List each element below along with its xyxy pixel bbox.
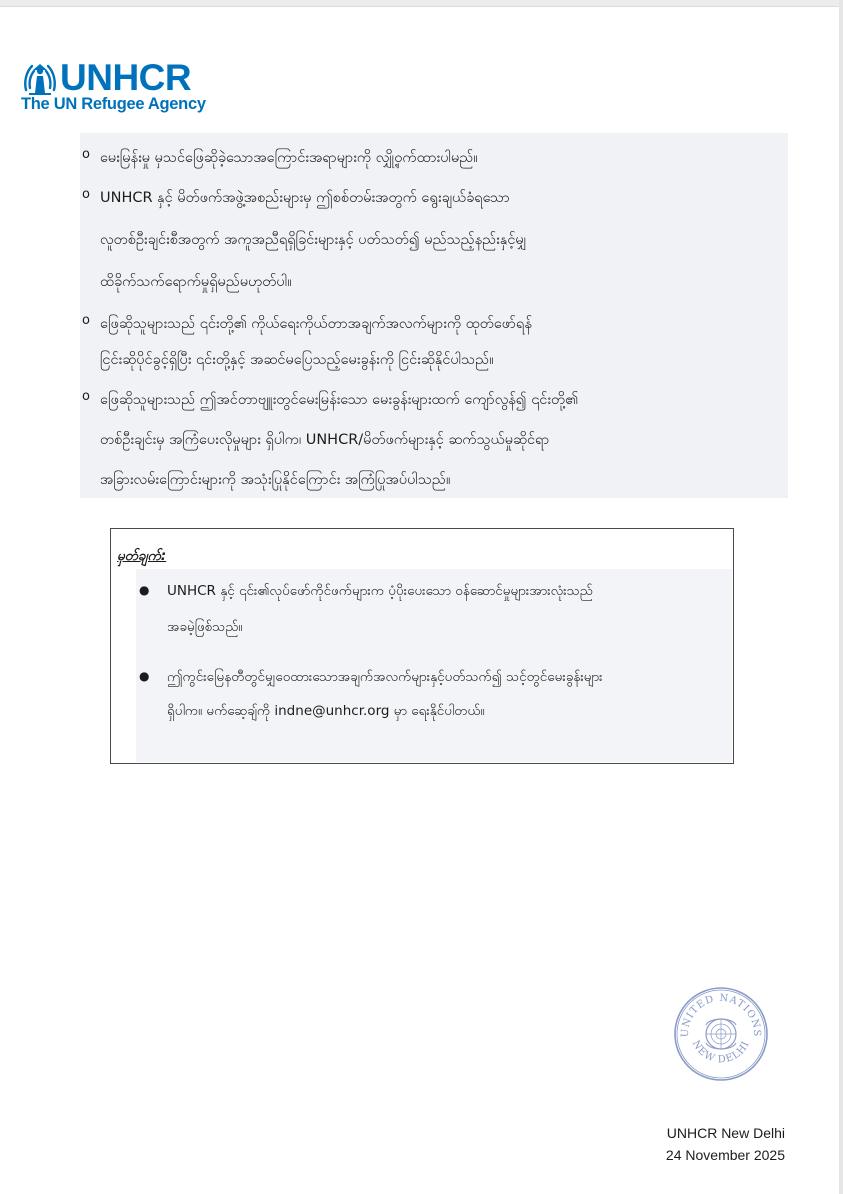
stamp-seal-icon <box>672 985 770 1083</box>
bullet-line: UNHCR နှင့် မိတ်ဖက်အဖွဲ့အစည်းများမှ ဤစစ်တမ်းအတွက် ရွေးချယ်ခံရသော <box>100 190 510 206</box>
bullet-dot-icon: ● <box>139 583 150 597</box>
bullet-line: လူတစ်ဦးချင်းစီအတွက် အကူအညီရရှိခြင်းများနှင့် ပတ်သတ်၍ မည်သည့်နည်းနှင့်မျှ <box>100 232 527 248</box>
note-line: ရှိပါက။ မက်ဆေ့ချ်ကို indne@unhcr.org မှာ ရေးနိုင်ပါတယ်။ <box>167 703 485 719</box>
bullet-line: ဖြေဆိုသူများသည် ဤအင်တာဗျူးတွင်မေးမြန်းသော မေးခွန်းများထက် ကျော်လွန်၍ ၎င်းတို့၏ <box>100 392 579 408</box>
note-line: UNHCR နှင့် ၎င်း၏လုပ်ဖော်ကိုင်ဖက်များက ပံ့ပိုးပေးသော ဝန်ဆောင်မှုများအားလုံးသည် <box>167 583 593 599</box>
page-top-edge <box>0 0 843 7</box>
note-box <box>110 528 734 764</box>
bullet-line: ဖြေဆိုသူများသည် ၎င်းတို့၏ ကိုယ်ရေးကိုယ်တာအချက်အလက်များကို ထုတ်ဖော်ရန် <box>100 316 532 332</box>
bullet-dot-icon: ● <box>139 669 150 683</box>
logo-wordmark: UNHCR <box>60 57 192 98</box>
logo-tagline: The UN Refugee Agency <box>21 95 206 113</box>
stamp-top-text: UNITED NATIONS <box>679 992 763 1038</box>
bullet-mark: o <box>82 147 90 162</box>
note-line: ဤကွင်းမြေနတီတွင်မျှဝေထားသောအချက်အလက်များနှင့်ပတ်သက်၍ သင့်တွင်မေးခွန်းများ <box>167 669 603 685</box>
stamp-bottom-text: NEW DELHI <box>689 1038 753 1066</box>
note-line: အခမဲ့ဖြစ်သည်။ <box>167 619 243 635</box>
unhcr-emblem-icon <box>20 62 60 96</box>
bullet-mark: o <box>82 313 90 328</box>
bullet-line: တစ်ဦးချင်းမှ အကြံပေးလိုမှုများ ရှိပါက၊ UNHCR/မိတ်ဖက်များနှင့် ဆက်သွယ်မှုဆိုင်ရာ <box>100 432 550 448</box>
note-title: မှတ်ချက်: <box>117 548 167 564</box>
united-nations-stamp <box>672 985 770 1083</box>
bullet-line: ထိခိုက်သက်ရောက်မှုရှိမည်မဟုတ်ပါ။ <box>100 274 292 290</box>
page-right-edge <box>839 0 843 1194</box>
bullet-mark: o <box>82 389 90 404</box>
bullet-line: ငြင်းဆိုပိုင်ခွင့်ရှိပြီး ၎င်းတို့နှင့် အဆင်မပြေသည့်မေးခွန်းကို ငြင်းဆိုနိုင်ပါသည်။ <box>100 352 494 368</box>
footer-office: UNHCR New Delhi <box>666 1125 785 1141</box>
bullet-mark: o <box>82 187 90 202</box>
footer-date: 24 November 2025 <box>665 1147 785 1163</box>
confidentiality-bullets <box>80 133 788 498</box>
unhcr-logo <box>20 57 210 118</box>
bullet-line: အခြားလမ်းကြောင်းများကို အသုံးပြုနိုင်ကြောင်း အကြံပြုအပ်ပါသည်။ <box>100 472 451 488</box>
footer-signature <box>666 1122 785 1166</box>
bullet-line: မေးမြန်းမှု မှသင်ဖြေဆိုခဲ့သောအကြောင်းအရာများကို လျှို့ဝှက်ထားပါမည်။ <box>100 150 478 166</box>
